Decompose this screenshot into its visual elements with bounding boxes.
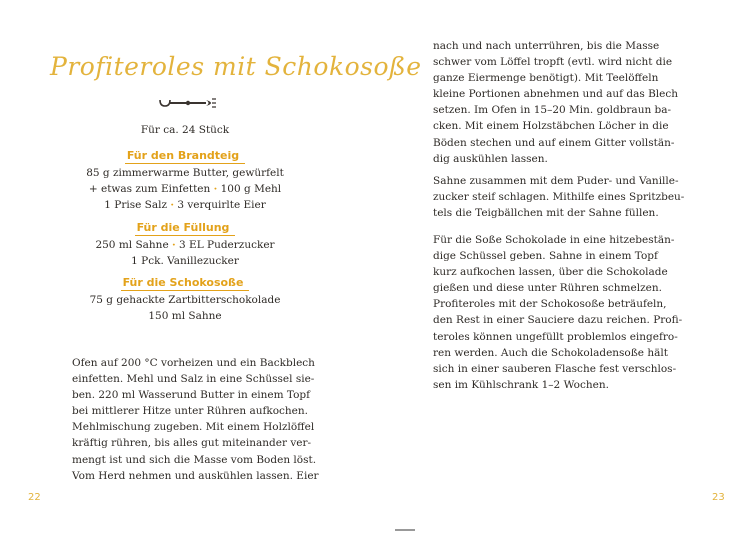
- text-line: Für die Soße Schokolade in eine hitzebestän-: [433, 234, 675, 246]
- text-line: Profiteroles mit der Schokosoße beträufeln,: [433, 298, 667, 311]
- separator-dot: ·: [213, 183, 218, 195]
- ingredient-text: 250 ml Sahne: [95, 239, 169, 251]
- ingredient-group-sosse: [60, 275, 310, 324]
- text-line: den Rest in einer Sauciere dazu reichen. Profi-: [433, 314, 683, 327]
- text-line: zucker steif schlagen. Mithilfe eines Spritzbeu-: [433, 191, 685, 204]
- ingredient-group-brandteig: [60, 148, 310, 213]
- text-line: sen im Kühlschrank 1–2 Wochen.: [433, 378, 609, 391]
- ingredient-text: 3 verquirlte Eier: [177, 199, 266, 211]
- text-line: dig auskühlen lassen.: [433, 152, 548, 165]
- ingredient-text: 3 EL Puderzucker: [179, 239, 275, 251]
- ingredient-heading: Für die Schokosoße: [121, 276, 250, 291]
- text-line: einfetten. Mehl und Salz in eine Schüssel sie-: [72, 373, 315, 386]
- text-line: ben. 220 ml Wasserund Butter in einem Topf: [72, 389, 311, 402]
- servings: Für ca. 24 Stück: [140, 124, 230, 136]
- text-line: setzen. Im Ofen in 15–20 Min. goldbraun ba-: [433, 104, 672, 117]
- text-line: tels die Teigbällchen mit der Sahne füllen.: [433, 207, 659, 220]
- text-line: Mehlmischung zugeben. Mit einem Holzlöffel: [72, 421, 315, 434]
- instructions-paragraph: [433, 173, 698, 221]
- instructions-paragraph: [433, 232, 698, 393]
- page-number-left: 22: [28, 492, 41, 503]
- ingredient-line: 1 Pck. Vanillezucker: [131, 255, 239, 267]
- right-page: [375, 0, 750, 535]
- text-line: bei mittlerer Hitze unter Rühren aufkochen.: [72, 405, 308, 418]
- text-line: nach und nach unterrühren, bis die Masse: [433, 40, 660, 52]
- cutlery-ornament-icon: [158, 96, 218, 110]
- text-line: Ofen auf 200 °C vorheizen und ein Backblech: [72, 357, 315, 369]
- ingredient-heading: Für den Brandteig: [125, 149, 245, 164]
- page-fold-marker: [395, 529, 415, 531]
- ingredient-line: [60, 197, 310, 213]
- ingredient-line: [60, 237, 310, 253]
- text-line: schwer vom Löffel tropft (evtl. wird nicht die: [433, 56, 673, 69]
- ingredient-line: 150 ml Sahne: [148, 310, 222, 322]
- text-line: kräftig rühren, bis alles gut miteinander ver-: [72, 437, 312, 450]
- separator-dot: ·: [172, 239, 176, 251]
- text-line: cken. Mit einem Holzstäbchen Löcher in die: [433, 120, 669, 133]
- text-line: dige Schüssel geben. Sahne in einem Topf: [433, 250, 658, 263]
- text-line: Sahne zusammen mit dem Puder- und Vanille-: [433, 175, 679, 187]
- ingredient-text: 100 g Mehl: [220, 183, 282, 195]
- ingredient-heading: Für die Füllung: [135, 221, 236, 236]
- text-line: sich in einer sauberen Flasche fest verschlos-: [433, 362, 677, 375]
- separator-dot: ·: [170, 199, 174, 211]
- recipe-title: Profiteroles mit Schokosoße: [50, 52, 422, 81]
- ingredient-text: + etwas zum Einfetten: [88, 183, 211, 195]
- text-line: teroles können ungefüllt problemlos eingefro-: [433, 330, 678, 343]
- text-line: kleine Portionen abnehmen und auf das Blech: [433, 88, 679, 101]
- ingredient-line: [60, 181, 310, 197]
- ingredient-text: 1 Prise Salz: [104, 199, 167, 211]
- text-line: ren werden. Auch die Schokoladensoße hält: [433, 346, 668, 359]
- text-line: Vom Herd nehmen und auskühlen lassen. Eier: [72, 469, 319, 482]
- ingredient-line: 75 g gehackte Zartbitterschokolade: [89, 294, 281, 306]
- text-line: mengt ist und sich die Masse vom Boden löst.: [72, 453, 317, 466]
- text-line: kurz aufkochen lassen, über die Schokolade: [433, 266, 668, 279]
- ingredient-line: 85 g zimmerwarme Butter, gewürfelt: [86, 167, 284, 179]
- text-line: ganze Eiermenge benötigt). Mit Teelöffeln: [433, 72, 659, 85]
- text-line: Böden stechen und auf einem Gitter vollstän-: [433, 136, 675, 149]
- page-number-right: 23: [712, 492, 725, 503]
- instructions-paragraph: [72, 355, 332, 484]
- text-line: gießen und diese unter Rühren schmelzen.: [433, 282, 662, 295]
- ingredient-group-fuellung: [60, 220, 310, 269]
- instructions-paragraph: [433, 38, 698, 167]
